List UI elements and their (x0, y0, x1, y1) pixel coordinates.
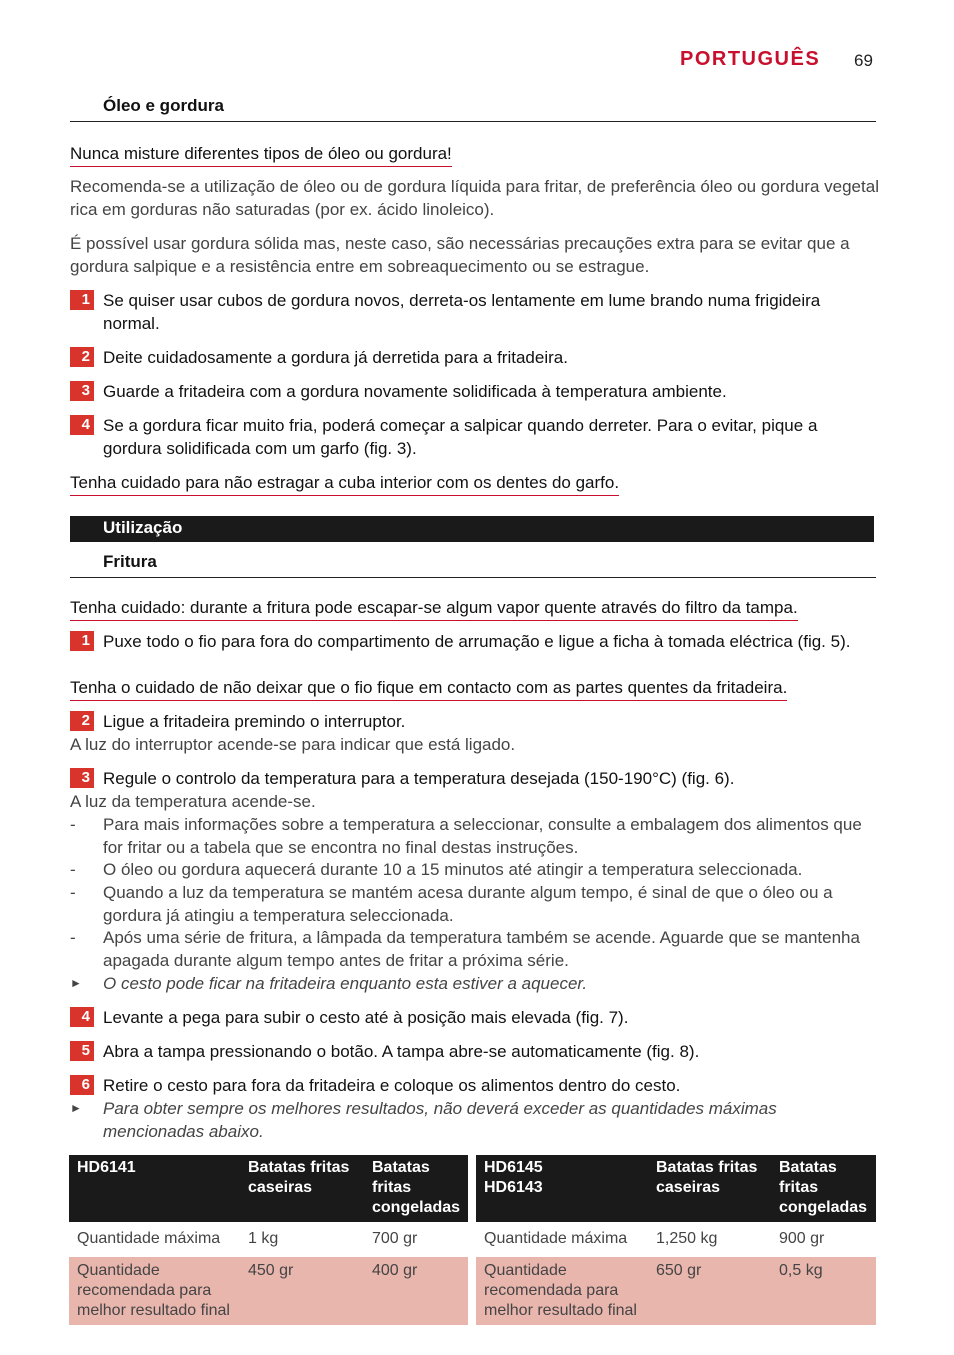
table-row-label: Quantidade máxima (476, 1222, 648, 1257)
tip-text: Para obter sempre os melhores resultados, não deverá exceder as quantidades máximas mencionadas abaixo. (103, 1099, 777, 1141)
oil-paragraph-1: Recomenda-se a utilização de óleo ou de gordura líquida para fritar, de preferência óleo ou gordura vegetal rica em gorduras não saturadas (por ex. ácido linoleico). (70, 177, 879, 219)
subsection-rule (70, 121, 876, 122)
use-step-4 (70, 1006, 880, 1029)
table-row (69, 1257, 468, 1325)
table-header-col: Batatas fritas congeladas (771, 1155, 876, 1222)
step-text: Guarde a fritadeira com a gordura novamente solidificada à temperatura ambiente. (103, 382, 727, 401)
subsection-rule (70, 577, 876, 578)
table-row-label: Quantidade recomendada para melhor resultado final (69, 1257, 240, 1325)
section-title-use: Utilização (103, 518, 183, 537)
dash-item (70, 926, 880, 972)
table-row (476, 1222, 876, 1257)
page-number: 69 (854, 51, 873, 70)
table-cell: 700 gr (364, 1222, 468, 1257)
subsection-title-oil: Óleo e gordura (103, 96, 224, 115)
use-step-3 (70, 767, 880, 790)
use-step-1 (70, 630, 880, 653)
use-step-5 (70, 1040, 880, 1063)
oil-step-3 (70, 380, 880, 403)
oil-step-2 (70, 346, 880, 369)
dash-item (70, 858, 880, 881)
use-step-6 (70, 1074, 880, 1097)
tip-arrow-icon: ► (70, 1101, 82, 1115)
step-text: Se a gordura ficar muito fria, poderá começar a salpicar quando derreter. Para o evitar, pique a gordura solidificada com um garfo (fig. 3). (103, 416, 818, 458)
dash-text: Para mais informações sobre a temperatura a seleccionar, consulte a embalagem dos alimentos que for fritar ou a tabela que se encontra no final destas instruções. (103, 815, 862, 857)
step-number-badge: 3 (70, 768, 94, 788)
step-text: Deite cuidadosamente a gordura já derretida para a fritadeira. (103, 348, 568, 367)
table-cell: 1,250 kg (648, 1222, 771, 1257)
table-cell: 650 gr (648, 1257, 771, 1325)
step-text: Regule o controlo da temperatura para a temperatura desejada (150-190°C) (fig. 6). (103, 769, 735, 788)
step-number-badge: 5 (70, 1041, 94, 1061)
table-cell: 450 gr (240, 1257, 364, 1325)
tip-item (70, 1097, 880, 1143)
table-cell: 0,5 kg (771, 1257, 876, 1325)
step-number-badge: 2 (70, 711, 94, 731)
model-line: HD6145 (484, 1159, 543, 1176)
table-cell: 900 gr (771, 1222, 876, 1257)
tip-item (70, 972, 880, 995)
table-header-row (69, 1155, 468, 1222)
table-header-model (476, 1155, 648, 1222)
table-row-label: Quantidade máxima (69, 1222, 240, 1257)
table-header-col: Batatas fritas caseiras (648, 1155, 771, 1222)
dash-text: Quando a luz da temperatura se mantém acesa durante algum tempo, é sinal de que o óleo ou a gordura já atingiu a temperatura seleccionada. (103, 883, 833, 925)
table-row (476, 1257, 876, 1325)
dash-text: O óleo ou gordura aquecerá durante 10 a 15 minutos até atingir a temperatura seleccionada. (103, 860, 803, 879)
dash-marker: - (70, 883, 76, 902)
use-step-2 (70, 710, 880, 733)
dash-marker: - (70, 860, 76, 879)
table-row (69, 1222, 468, 1257)
step-number-badge: 1 (70, 290, 94, 310)
caution-text-fork: Tenha cuidado para não estragar a cuba interior com os dentes do garfo. (70, 471, 619, 496)
step-number-badge: 4 (70, 415, 94, 435)
table-header-model: HD6141 (69, 1155, 240, 1222)
quantity-table-hd6141 (69, 1155, 468, 1325)
caution-text-cord: Tenha o cuidado de não deixar que o fio fique em contacto com as partes quentes da fritadeira. (70, 676, 787, 701)
oil-paragraph-2: É possível usar gordura sólida mas, neste caso, são necessárias precauções extra para se evitar que a gordura salpique e a resistência entre em sobreaquecimento ou se estrague. (70, 234, 850, 276)
table-header-row (476, 1155, 876, 1222)
model-line: HD6143 (484, 1179, 543, 1196)
dash-item (70, 881, 880, 927)
table-cell: 1 kg (240, 1222, 364, 1257)
dash-item (70, 813, 880, 859)
table-cell: 400 gr (364, 1257, 468, 1325)
step-note: A luz da temperatura acende-se. (70, 792, 316, 811)
step-text: Abra a tampa pressionando o botão. A tampa abre-se automaticamente (fig. 8). (103, 1042, 700, 1061)
step-number-badge: 3 (70, 381, 94, 401)
quantity-table-hd6145 (476, 1155, 876, 1325)
subsection-title-frying: Fritura (103, 552, 157, 571)
step-number-badge: 2 (70, 347, 94, 367)
dash-text: Após uma série de fritura, a lâmpada da temperatura também se acende. Aguarde que se mantenha apagada durante algum tempo antes de fritar a próxima série. (103, 928, 860, 970)
step-text: Se quiser usar cubos de gordura novos, derreta-os lentamente em lume brando numa frigideira normal. (103, 291, 821, 333)
section-language-label: PORTUGUÊS (680, 48, 821, 70)
step-text: Puxe todo o fio para fora do compartimento de arrumação e ligue a ficha à tomada eléctrica (fig. 5). (103, 632, 851, 651)
caution-text-steam: Tenha cuidado: durante a fritura pode escapar-se algum vapor quente através do filtro da tampa. (70, 596, 798, 621)
step-number-badge: 6 (70, 1075, 94, 1095)
step-text: Ligue a fritadeira premindo o interruptor. (103, 712, 406, 731)
tip-arrow-icon: ► (70, 976, 82, 990)
tip-text: O cesto pode ficar na fritadeira enquanto esta estiver a aquecer. (103, 974, 588, 993)
oil-step-1 (70, 289, 880, 335)
warning-text: Nunca misture diferentes tipos de óleo ou gordura! (70, 142, 452, 167)
step-text: Levante a pega para subir o cesto até à posição mais elevada (fig. 7). (103, 1008, 629, 1027)
dash-marker: - (70, 815, 76, 834)
step-number-badge: 1 (70, 631, 94, 651)
table-header-col: Batatas fritas congeladas (364, 1155, 468, 1222)
step-number-badge: 4 (70, 1007, 94, 1027)
dash-marker: - (70, 928, 76, 947)
table-row-label: Quantidade recomendada para melhor resultado final (476, 1257, 648, 1325)
step-note: A luz do interruptor acende-se para indicar que está ligado. (70, 735, 516, 754)
oil-step-4 (70, 414, 880, 460)
table-header-col: Batatas fritas caseiras (240, 1155, 364, 1222)
section-header-bar (70, 516, 874, 542)
step-text: Retire o cesto para fora da fritadeira e coloque os alimentos dentro do cesto. (103, 1076, 681, 1095)
